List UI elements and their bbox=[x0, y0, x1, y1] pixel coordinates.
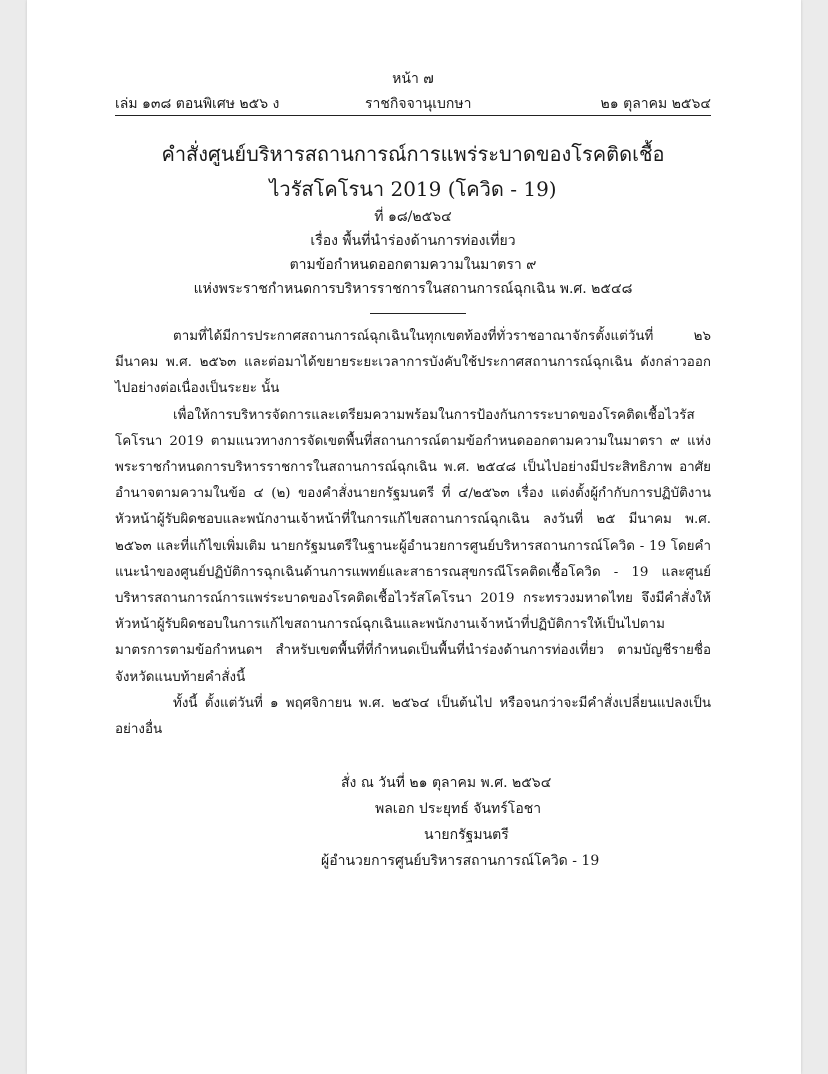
signatory-position: นายกรัฐมนตรี bbox=[424, 827, 509, 843]
paragraph-3: ทั้งนี้ ตั้งแต่วันที่ ๑ พฤศจิกายน พ.ศ. ๒๕๖๔ เป็นต้นไป หรือจนกว่าจะมีคำสั่งเปลี่ยนแปลงเป็นอย่างอื่น bbox=[115, 695, 711, 738]
document-page bbox=[27, 0, 801, 1074]
title-divider bbox=[370, 313, 466, 314]
signatory-name: พลเอก ประยุทธ์ จันทร์โอชา bbox=[375, 801, 542, 817]
title-line-1: คำสั่งศูนย์บริหารสถานการณ์การแพร่ระบาดของโรคติดเชื้อ bbox=[161, 142, 665, 166]
paragraph-2: เพื่อให้การบริหารจัดการและเตรียมความพร้อมในการป้องกันการระบาดของโรคติดเชื้อไวรัสโคโรนา 2019 ตามแนวทางการจัดเขตพื้นที่สถานการณ์ตามข้อกำหนดออกตามความในมาตรา ๙ แห่งพระราชกำหนดการบริหารราชการในสถานการณ์ฉุกเฉิน พ.ศ. ๒๕๔๘ เป็นไปอย่างมีประสิทธิภาพ อาศัยอำนาจตามความในข้อ ๔ (๒) ของคำสั่งนายกรัฐมนตรี ที่ ๔/๒๕๖๓ เรื่อง แต่งตั้งผู้กำกับการปฏิบัติงาน หัวหน้าผู้รับผิดชอบและพนักงานเจ้าหน้าที่ในการแก้ไขสถานการณ์ฉุกเฉิน ลงวันที่ ๒๕ มีนาคม พ.ศ. ๒๕๖๓ และที่แก้ไขเพิ่มเติม นายกรัฐมนตรีในฐานะผู้อำนวยการศูนย์บริหารสถานการณ์โควิด - 19 โดยคำแนะนำของศูนย์ปฏิบัติการฉุกเฉินด้านการแพทย์และสาธารณสุขกรณีโรคติดเชื้อโควิด - 19 และศูนย์บริหารสถานการณ์การแพร่ระบาดของโรคติดเชื้อไวรัสโคโรนา 2019 กระทรวงมหาดไทย จึงมีคำสั่งให้หัวหน้าผู้รับผิดชอบในการแก้ไขสถานการณ์ฉุกเฉินและพนักงานเจ้าหน้าที่ปฏิบัติการให้เป็นไปตามมาตรการตามข้อกำหนดฯ สำหรับเขตพื้นที่ที่กำหนดเป็นพื้นที่นำร่องด้านการท่องเที่ยว ตามบัญชีรายชื่อจังหวัดแนบท้ายคำสั่งนี้ bbox=[115, 407, 711, 685]
order-subject: เรื่อง พื้นที่นำร่องด้านการท่องเที่ยว bbox=[310, 233, 516, 249]
authority-line-2: แห่งพระราชกำหนดการบริหารราชการในสถานการณ์ฉุกเฉิน พ.ศ. ๒๕๔๘ bbox=[193, 281, 633, 297]
signature-date: สั่ง ณ วันที่ ๒๑ ตุลาคม พ.ศ. ๒๕๖๔ bbox=[341, 775, 552, 791]
authority-line-1: ตามข้อกำหนดออกตามความในมาตรา ๙ bbox=[289, 257, 537, 273]
signature-block bbox=[115, 770, 711, 874]
paragraph-1: ตามที่ได้มีการประกาศสถานการณ์ฉุกเฉินในทุกเขตท้องที่ทั่วราชอาณาจักรตั้งแต่วันที่ ๒๖ มีนาคม พ.ศ. ๒๕๖๓ และต่อมาได้ขยายระยะเวลาการบังคับใช้ประกาศสถานการณ์ฉุกเฉิน ดังกล่าวออกไปอย่างต่อเนื่องเป็นระยะ นั้น bbox=[115, 329, 711, 397]
page-number: หน้า ๗ bbox=[392, 71, 434, 87]
signatory-role: ผู้อำนวยการศูนย์บริหารสถานการณ์โควิด - 19 bbox=[321, 853, 600, 869]
order-number: ที่ ๑๘/๒๕๖๔ bbox=[374, 209, 452, 225]
order-meta bbox=[115, 205, 711, 301]
document-content bbox=[115, 0, 711, 1074]
order-body bbox=[115, 324, 711, 743]
order-title bbox=[115, 137, 711, 207]
gazette-header bbox=[115, 93, 711, 116]
volume-issue: เล่ม ๑๓๘ ตอนพิเศษ ๒๕๖ ง bbox=[115, 96, 280, 112]
publication-name: ราชกิจจานุเบกษา bbox=[365, 96, 472, 112]
publication-date: ๒๑ ตุลาคม ๒๕๖๔ bbox=[600, 96, 711, 112]
title-line-2: ไวรัสโคโรนา 2019 (โควิด - 19) bbox=[269, 177, 557, 201]
